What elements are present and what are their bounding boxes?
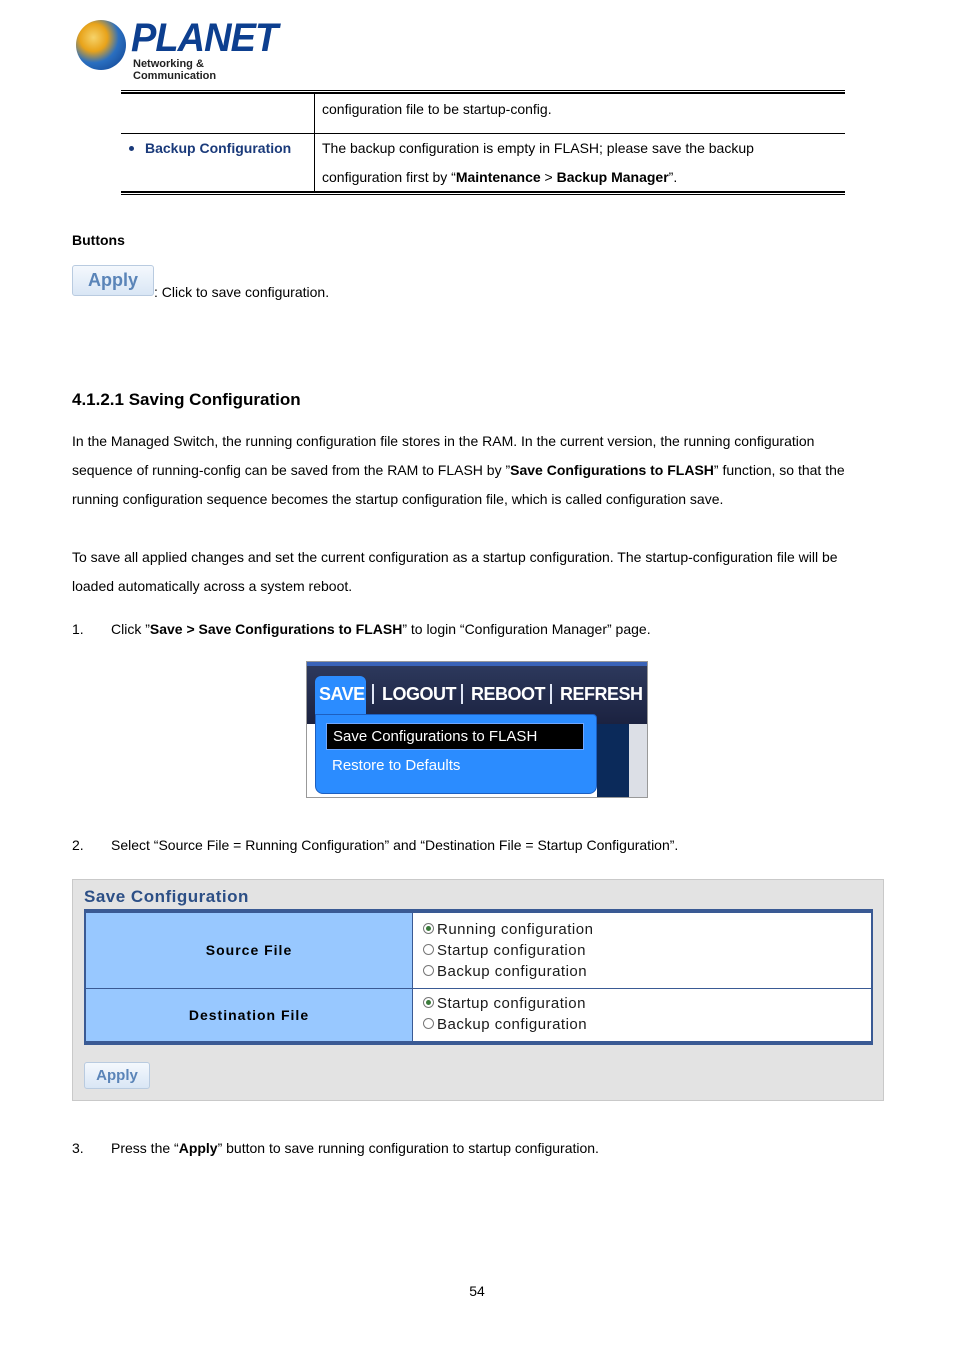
text-span: Press the “ xyxy=(111,1140,179,1156)
text-span: ”. xyxy=(668,169,678,185)
step-3-text xyxy=(111,1140,599,1156)
option-label: Startup configuration xyxy=(437,995,586,1012)
text-span: > xyxy=(540,169,557,185)
text-span: ” function, so that the xyxy=(713,462,845,478)
menu-separator xyxy=(550,684,552,704)
globe-logo-icon xyxy=(76,20,126,70)
table-cell-row1-desc: configuration file to be startup-config. xyxy=(322,101,552,117)
table-top-rule xyxy=(121,90,845,94)
option-label: Backup configuration xyxy=(437,963,588,980)
menu-separator xyxy=(461,684,463,704)
save-menu-screenshot xyxy=(306,661,648,798)
section-heading: 4.1.2.1 Saving Configuration xyxy=(72,390,301,409)
apply-button-image: Apply xyxy=(72,265,154,296)
page-number: 54 xyxy=(469,1283,485,1299)
menu-bar-accent xyxy=(307,662,648,666)
table-column-divider xyxy=(314,94,315,192)
save-configuration-panel xyxy=(72,879,884,1101)
step-2-text: Select “Source File = Running Configuration” and “Destination File = Startup Configuration”. xyxy=(111,837,679,853)
table-cell-backup-configuration xyxy=(129,140,291,156)
apply-button[interactable]: Apply xyxy=(84,1062,150,1089)
paragraph-line: To save all applied changes and set the current configuration as a startup configuration. The startup-configuration file will be xyxy=(72,549,838,565)
radio-unchecked-icon[interactable] xyxy=(423,1018,434,1029)
paragraph-line: loaded automatically across a system reboot. xyxy=(72,578,353,594)
bold-menu-path: Save > Save Configurations to FLASH xyxy=(149,621,403,637)
menu-refresh[interactable]: REFRESH xyxy=(560,684,643,704)
source-option-backup[interactable] xyxy=(423,963,587,980)
destination-file-label: Destination File xyxy=(86,989,412,1041)
step-2-number: 2. xyxy=(72,837,84,853)
paragraph-save-info xyxy=(72,543,892,601)
menu-reboot[interactable]: REBOOT xyxy=(471,684,546,704)
menu-logout[interactable]: LOGOUT xyxy=(382,684,456,704)
dest-option-startup[interactable] xyxy=(423,995,586,1012)
source-option-startup[interactable] xyxy=(423,942,586,959)
paragraph-line: running configuration sequence becomes the startup configuration file, which is called configuration save. xyxy=(72,491,724,507)
planet-logo xyxy=(76,16,278,82)
radio-checked-icon[interactable] xyxy=(423,997,434,1008)
radio-checked-icon[interactable] xyxy=(423,923,434,934)
text-span: ” button to save running configuration to startup configuration. xyxy=(217,1140,599,1156)
text-span: ” to login “Configuration Manager” page. xyxy=(402,621,651,637)
save-dropdown xyxy=(315,714,597,794)
step-3-number: 3. xyxy=(72,1140,84,1156)
apply-description: : Click to save configuration. xyxy=(154,284,330,300)
backup-configuration-label: Backup Configuration xyxy=(145,140,292,156)
menu-separator xyxy=(372,684,374,704)
paragraph-line: In the Managed Switch, the running configuration file stores in the RAM. In the current version, the running configuration xyxy=(72,433,815,449)
source-option-running[interactable] xyxy=(423,921,593,938)
buttons-heading: Buttons xyxy=(72,232,125,248)
table-bottom-rule xyxy=(121,191,845,195)
bold-apply: Apply xyxy=(178,1140,218,1156)
dest-option-backup[interactable] xyxy=(423,1016,587,1033)
step-1-text xyxy=(111,621,651,637)
dropdown-save-to-flash[interactable]: Save Configurations to FLASH xyxy=(326,723,584,750)
paragraph-intro xyxy=(72,427,892,514)
option-label: Startup configuration xyxy=(437,942,586,959)
save-configuration-table xyxy=(84,909,873,1045)
radio-unchecked-icon[interactable] xyxy=(423,965,434,976)
source-file-label: Source File xyxy=(86,913,412,988)
dropdown-restore-defaults[interactable]: Restore to Defaults xyxy=(332,757,461,774)
text-span: configuration first by “ xyxy=(322,169,456,185)
bold-save-configurations: Save Configurations to FLASH xyxy=(510,462,714,478)
menu-save[interactable]: SAVE xyxy=(319,684,365,704)
table-row-divider xyxy=(86,988,871,989)
paragraph-line xyxy=(72,456,892,485)
logo-tagline: Networking & Communication xyxy=(133,58,217,82)
bold-maintenance: Maintenance xyxy=(455,169,541,185)
table-column-divider xyxy=(412,913,413,1041)
radio-unchecked-icon[interactable] xyxy=(423,944,434,955)
page-background-light xyxy=(629,724,648,798)
table-cell-row2-desc-line2 xyxy=(322,169,677,185)
logo-brand: PLANET xyxy=(131,16,278,60)
text-span: sequence of running-config can be saved from the RAM to FLASH by ” xyxy=(72,462,511,478)
bullet-icon xyxy=(129,146,134,151)
table-cell-row2-desc-line1: The backup configuration is empty in FLASH; please save the backup xyxy=(322,140,754,156)
text-span: Click ” xyxy=(111,621,150,637)
panel-title: Save Configuration xyxy=(84,887,249,906)
option-label: Backup configuration xyxy=(437,1016,588,1033)
page-background-dark xyxy=(597,724,629,798)
step-1-number: 1. xyxy=(72,621,84,637)
bold-backup-manager: Backup Manager xyxy=(556,169,669,185)
table-row-divider xyxy=(121,133,845,134)
option-label: Running configuration xyxy=(437,921,594,938)
